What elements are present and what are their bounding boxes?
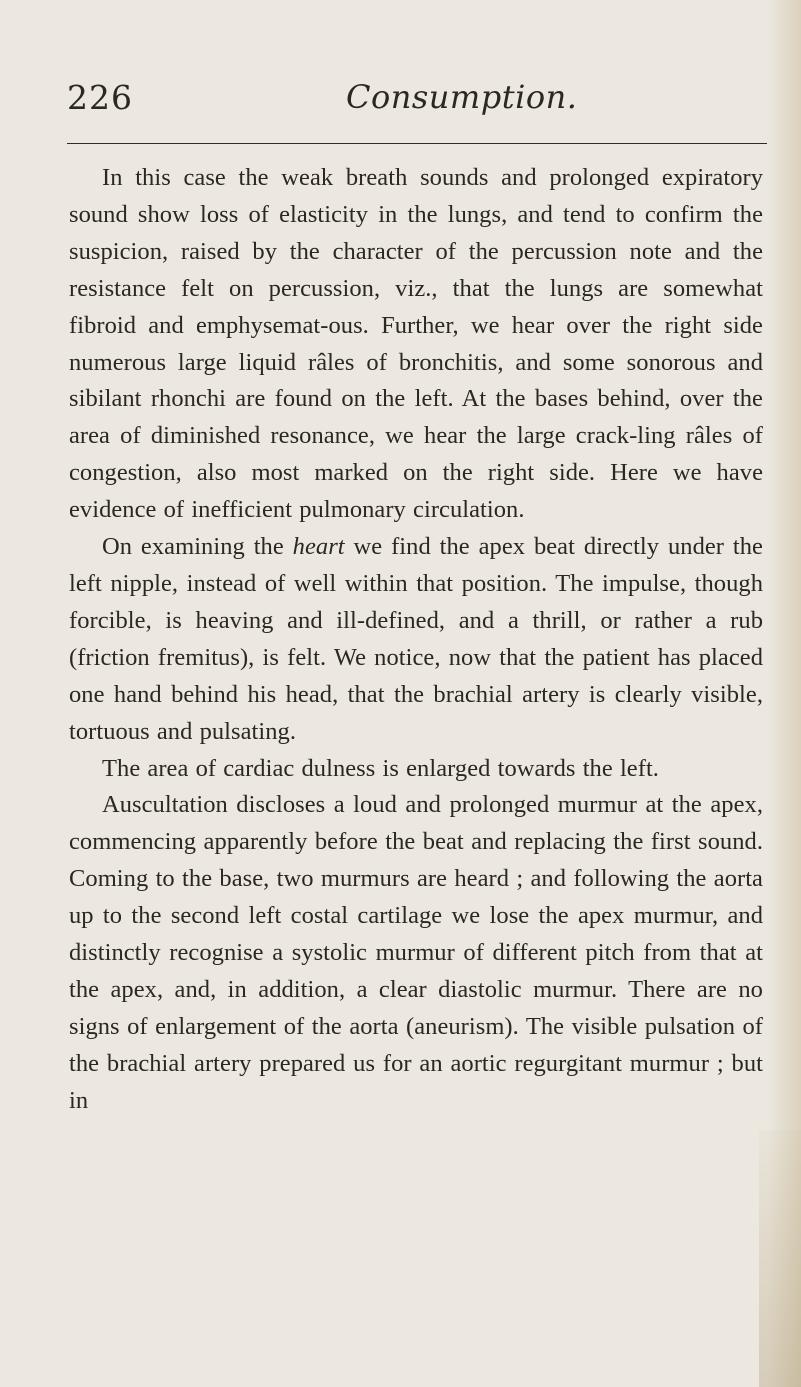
heart-emphasis-text: heart [292,533,345,561]
heart-remaining-text: we find the apex beat directly under the left nipple, instead of well within that position. The impulse, though forcible, is heaving and ill-defined, and a thrill, or rather a rub (friction fremitus), is felt. We notice, now that the patient has placed one hand behind his head, that the brachial artery is clearly visible, tortuous and pulsating. [69,533,763,745]
paragraph-lung-findings: In this case the weak breath sounds and prolonged expiratory sound show loss of elasticity in the lungs, and tend to confirm the suspicion, raised by the character of the percussion note and the resistance felt on percussion, viz., that the lungs are somewhat fibroid and emphysemat-ous. Further, we hear over the right side numerous large liquid râles of bronchitis, and some sonorous and sibilant rhonchi are found on the left. At the bases behind, over the area of diminished resonance, we hear the large crack-ling râles of congestion, also most marked on the right side. Here we have evidence of inefficient pulmonary circulation. [69,164,763,524]
body-text [69,160,763,1120]
lower-right-page-stain [759,1130,801,1387]
paragraph-cardiac-dulness: The area of cardiac dulness is enlarged towards the left. [102,754,659,782]
running-title: Consumption. [346,78,578,116]
header-rule [67,143,767,144]
right-edge-page-shadow [767,0,801,1387]
paragraph-heart-examination [69,529,763,750]
heart-intro-text: On examining the [102,533,293,561]
paragraph-auscultation: Auscultation discloses a loud and prolonged murmur at the apex, commencing apparently before the beat and replacing the first sound. Coming to the base, two murmurs are heard ; and following the aorta up to the second left costal cartilage we lose the apex murmur, and distinctly recognise a systolic murmur of different pitch from that at the apex, and, in addition, a clear diastolic murmur. There are no signs of enlargement of the aorta (aneurism). The visible pulsation of the brachial artery prepared us for an aortic regurgitant murmur ; but in [69,791,763,1114]
page-header [67,78,767,122]
page-number: 226 [67,78,133,117]
